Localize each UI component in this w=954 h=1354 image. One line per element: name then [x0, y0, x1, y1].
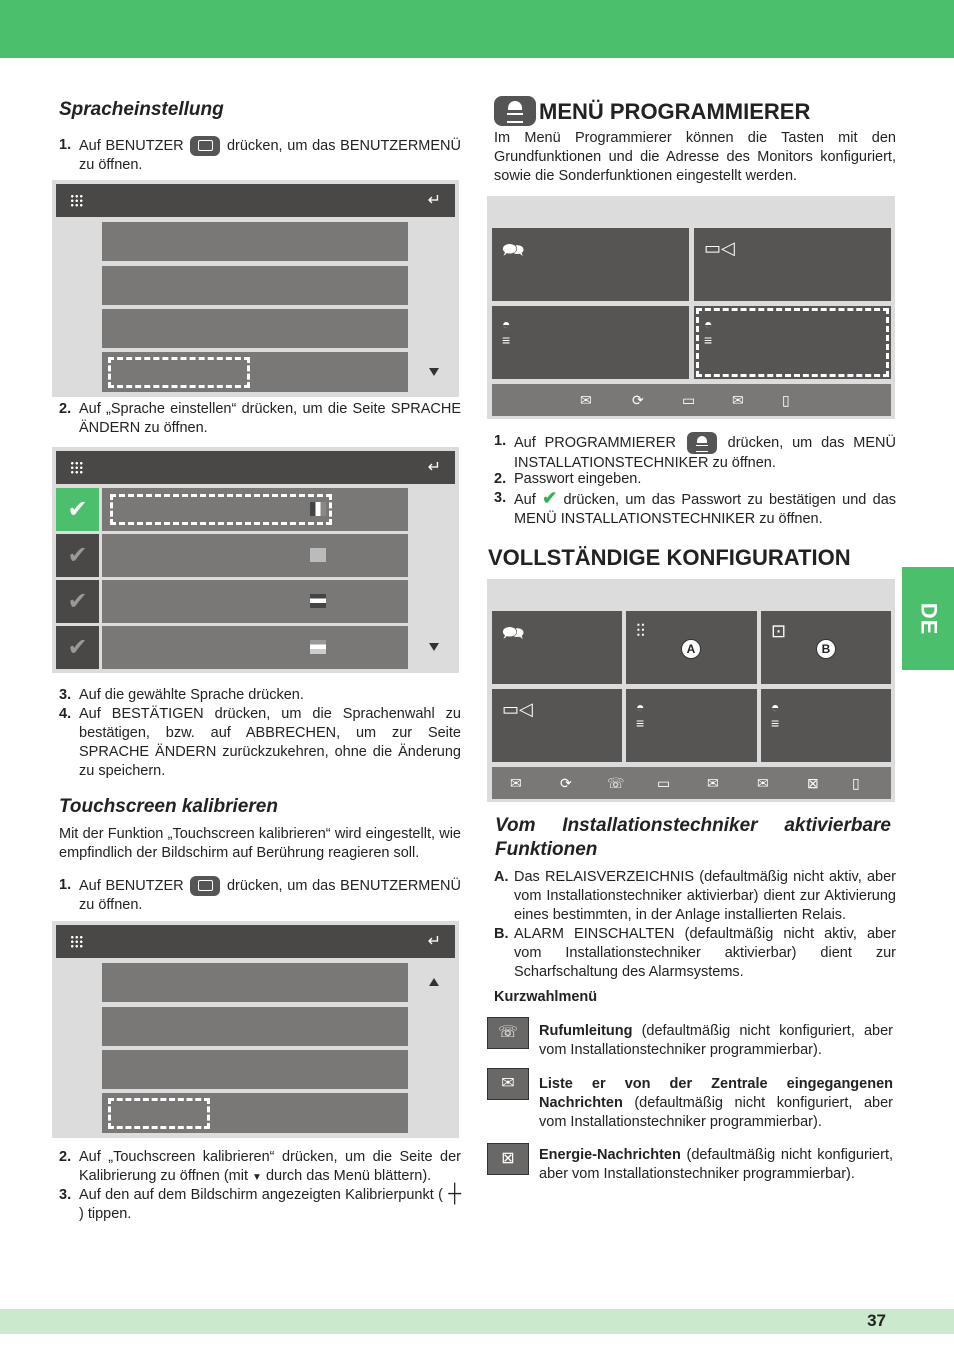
programmer-icon — [494, 96, 536, 126]
tile-user[interactable] — [492, 228, 689, 301]
screen-user-menu-calibrate — [52, 921, 459, 1138]
kurz-energie: Energie-Nachrichten (defaultmäßig nicht konfiguriert, aber vom Installationstechniker programmierbar). — [539, 1147, 893, 1182]
step-prog-3: 3. Auf ✔ drücken, um das Passwort zu bestätigen und das MENÜ INSTALLATIONSTECHNIKER zu öffnen. — [494, 488, 897, 527]
concierge-icon: ◓ ≡ — [502, 316, 511, 348]
crosshair-icon: ┼ — [442, 1183, 461, 1203]
language-row[interactable] — [102, 626, 408, 669]
screen-full-config — [487, 579, 895, 802]
step-sprache-3: 3. Auf die gewählte Sprache drücken. — [59, 687, 304, 703]
mail-list-icon: ✉ — [487, 1068, 529, 1100]
user-chat-icon: 🗪 — [502, 623, 525, 643]
grid-menu-icon[interactable] — [70, 935, 83, 948]
unlock-icon: ⊡ — [771, 621, 787, 641]
heading-vollstaendige-konfiguration: VOLLSTÄNDIGE KONFIGURATION — [488, 545, 851, 570]
tile-user[interactable] — [492, 611, 622, 684]
step-sprache-4: 4. Auf BESTÄTIGEN drücken, um die Sprachenwahl zu bestätigen, bzw. auf ABBRECHEN, um zur Seite SPRACHE ÄNDERN zurückzukehren, ohne die Änderung zu speichern. — [59, 706, 461, 779]
heading-menu-programmierer: MENÜ PROGRAMMIERER — [539, 99, 811, 124]
screen-sprache-aendern — [52, 447, 459, 673]
mail-icon[interactable]: ✉ — [707, 775, 719, 791]
highlight-frame — [108, 357, 250, 388]
kurz-nachrichten: Liste er von der Zentrale eingegangenen Nachrichten (defaultmäßig nicht konfiguriert, aber vom Installationstechniker programmierbar). — [539, 1076, 893, 1130]
touch-intro: Mit der Funktion „Touchscreen kalibrieren“ wird eingestellt, wie empfindlich der Bildschirm auf Berührung reagieren soll. — [59, 826, 461, 861]
step-sprache-1: 1. Auf BENUTZER drücken, um das BENUTZERMENÜ zu öffnen. — [59, 137, 461, 173]
func-b: B. ALARM EINSCHALTEN (defaultmäßig nicht aktiv, aber vom Installationstechniker aktivierbar) dient zur Scharfschaltung des Alarmsystems. — [494, 926, 896, 980]
scroll-down-icon: ▼ — [252, 1172, 262, 1183]
back-arrow-icon[interactable]: ↵ — [427, 933, 441, 950]
programmer-icon: ◓ ≡ — [771, 699, 780, 731]
flag-icon — [310, 502, 326, 516]
flag-icon — [310, 640, 326, 654]
screen-add-icon[interactable]: ▭ — [682, 392, 696, 408]
tile-video[interactable] — [492, 689, 622, 762]
user-chat-icon: 🗪 — [502, 240, 525, 260]
tile-programmer[interactable] — [761, 689, 891, 762]
back-arrow-icon[interactable]: ↵ — [427, 459, 441, 476]
step-touch-2: 2. Auf „Touchscreen kalibrieren“ drücken, um die Seite der Kalibrierung zu öffnen (mit ▼ durch das Menü blättern). — [59, 1149, 461, 1184]
sync-icon[interactable]: ⟳ — [632, 392, 644, 408]
heading-kurzwahlmenue: Kurzwahlmenü — [494, 989, 598, 1005]
mail-icon[interactable]: ✉ — [580, 392, 592, 408]
menu-row[interactable] — [102, 266, 408, 305]
heading-touchscreen: Touchscreen kalibrieren — [59, 796, 278, 817]
grid-menu-icon[interactable] — [70, 194, 83, 207]
prog-intro: Im Menü Programmierer können die Tasten mit den Grundfunktionen und die Adresse des Monitors konfiguriert, sowie die Sonderfunktionen eingestellt werden. — [494, 130, 896, 184]
language-row[interactable] — [102, 488, 408, 531]
mail-icon[interactable]: ✉ — [757, 775, 769, 791]
step-prog-1: 1. Auf PROGRAMMIERER drücken, um das MENÜ INSTALLATIONSTECHNIKER zu öffnen. — [494, 433, 896, 471]
grid-menu-icon[interactable] — [70, 461, 83, 474]
menu-row[interactable] — [102, 1007, 408, 1046]
video-camera-icon: ▭◁ — [502, 699, 533, 719]
menu-row[interactable] — [102, 222, 408, 261]
check-icon[interactable]: ✔ — [56, 626, 99, 669]
footer-bar — [0, 1309, 954, 1334]
kurz-rufumleitung: Rufumleitung (defaultmäßig nicht konfiguriert, aber vom Installationstechniker programmierbar). — [539, 1023, 893, 1058]
door-icon[interactable]: ▯ — [852, 775, 860, 791]
step-sprache-2: 2. Auf „Sprache einstellen“ drücken, um die Seite SPRACHE ÄNDERN zu öffnen. — [59, 401, 461, 436]
step-prog-2: 2. Passwort eingeben. — [494, 471, 642, 487]
sliders-icon: ⫶⫶ — [636, 621, 645, 641]
video-camera-icon: ▭◁ — [704, 238, 735, 258]
sync-icon[interactable]: ⟳ — [560, 775, 572, 791]
screen-titlebar — [56, 184, 455, 217]
language-row[interactable] — [102, 534, 408, 577]
back-arrow-icon[interactable]: ↵ — [427, 192, 441, 209]
tile-programmer[interactable] — [694, 306, 891, 379]
menu-row-calibrate[interactable] — [102, 1093, 408, 1133]
mail-icon[interactable]: ✉ — [732, 392, 744, 408]
flag-icon — [310, 594, 326, 608]
tile-concierge[interactable] — [492, 306, 689, 379]
check-icon[interactable]: ✔ — [56, 580, 99, 623]
quick-icon-bar — [492, 767, 891, 799]
step-touch-1: 1. Auf BENUTZER drücken, um das BENUTZERMENÜ zu öffnen. — [59, 877, 461, 913]
tile-relais[interactable] — [626, 611, 757, 684]
menu-row-sprache[interactable] — [102, 352, 408, 392]
screen-programmer-menu — [487, 196, 895, 419]
page-number: 37 — [867, 1311, 886, 1330]
menu-row[interactable] — [102, 1050, 408, 1089]
tile-alarm[interactable] — [761, 611, 891, 684]
scroll-down-icon[interactable] — [429, 643, 439, 651]
tile-concierge[interactable] — [626, 689, 757, 762]
header-bar — [0, 0, 954, 58]
screen-user-menu — [52, 180, 459, 397]
check-icon: ✔ — [542, 488, 558, 508]
energy-message-icon[interactable]: ⊠ — [807, 775, 819, 791]
heading-aktivierbare-funktionen: Vom Installationstechniker aktivierbare Funktionen — [495, 815, 891, 860]
check-icon[interactable]: ✔ — [56, 488, 99, 531]
scroll-down-icon[interactable] — [429, 368, 439, 376]
quick-icon-bar — [492, 384, 891, 416]
screen-add-icon[interactable]: ▭ — [657, 775, 671, 791]
door-icon[interactable]: ▯ — [782, 392, 790, 408]
screen-titlebar — [56, 451, 455, 484]
badge-a: A — [681, 639, 701, 659]
highlight-frame — [696, 308, 889, 377]
call-forward-icon[interactable]: ☏ — [607, 775, 625, 791]
menu-row[interactable] — [102, 309, 408, 348]
tile-video[interactable] — [694, 228, 891, 301]
mail-icon[interactable]: ✉ — [510, 775, 522, 791]
programmer-icon: ◓ ≡ — [704, 316, 713, 348]
func-a: A. Das RELAISVERZEICHNIS (defaultmäßig nicht aktiv, aber vom Installationstechniker aktivierbar) dient zur Aktivierung eines bestimmten, in der Anlage installierten Relais. — [494, 869, 896, 923]
highlight-frame — [108, 1098, 210, 1129]
programmer-icon — [687, 432, 717, 454]
menu-row[interactable] — [102, 963, 408, 1002]
user-chat-icon — [190, 876, 220, 896]
scroll-up-icon[interactable] — [429, 978, 439, 986]
user-chat-icon — [190, 136, 220, 156]
energy-message-icon: ⊠ — [487, 1143, 529, 1175]
highlight-frame — [110, 494, 332, 525]
language-tab: DE — [902, 567, 954, 670]
heading-spracheinstellung: Spracheinstellung — [59, 99, 224, 120]
check-icon[interactable]: ✔ — [56, 534, 99, 577]
badge-b: B — [816, 639, 836, 659]
call-forward-icon: ☏ — [487, 1017, 529, 1049]
screen-titlebar — [56, 925, 455, 958]
flag-uk-icon — [310, 548, 326, 562]
concierge-icon: ◓ ≡ — [636, 699, 645, 731]
language-row[interactable] — [102, 580, 408, 623]
step-touch-3: 3. Auf den auf dem Bildschirm angezeigten Kalibrierpunkt ( ┼ ) tippen. — [59, 1183, 461, 1222]
